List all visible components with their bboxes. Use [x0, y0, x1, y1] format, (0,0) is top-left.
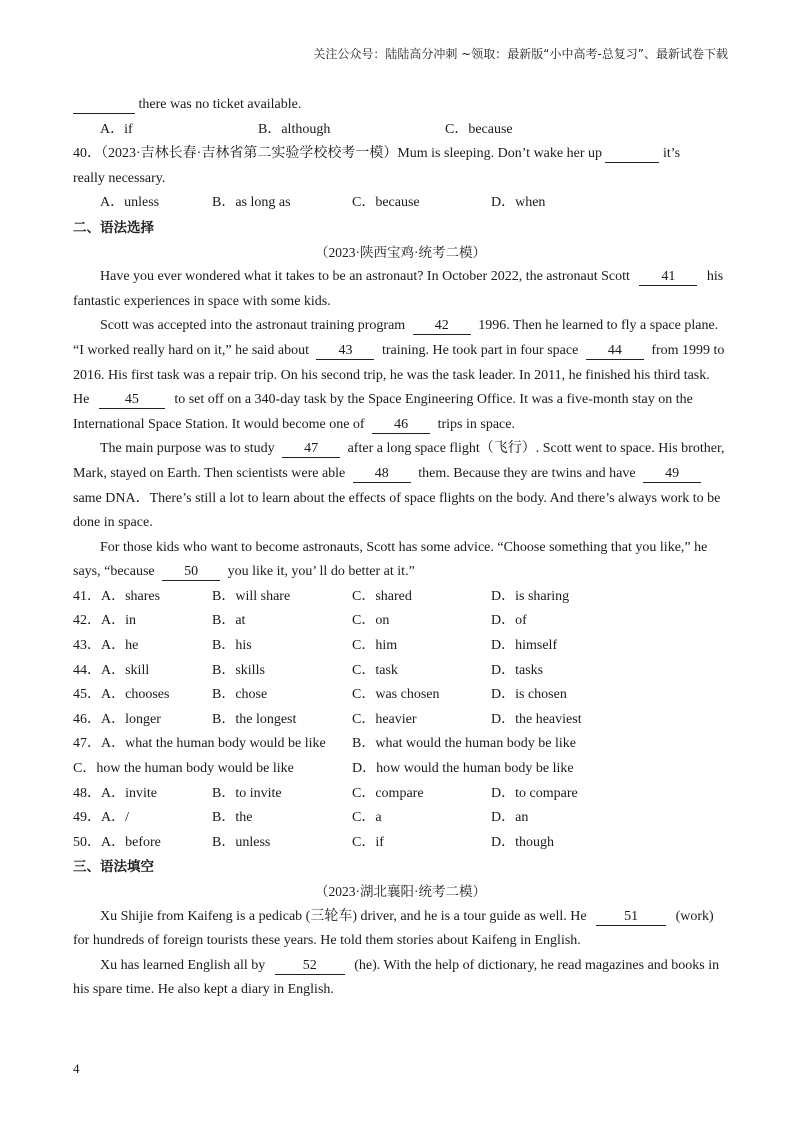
blank-49: 49	[643, 466, 701, 483]
q40-line1	[73, 142, 728, 167]
passage-line: for hundreds of foreign tourists these years. He told them stories about Kaifeng in English.	[73, 933, 581, 949]
qnum: 41．	[73, 588, 101, 604]
option-c: C．him	[352, 638, 398, 654]
qnum: 45．	[73, 687, 101, 703]
text: (work)	[675, 908, 714, 924]
blank-47: 47	[282, 441, 340, 458]
section-source: （2023·陕西宝鸡·统考二模）	[315, 244, 486, 260]
option-d: D．the heaviest	[491, 711, 582, 727]
text: A．skill	[101, 662, 150, 678]
text: Mark, stayed on Earth. Then scientists were able	[73, 465, 346, 481]
option-a	[73, 683, 169, 708]
option-d: D．is chosen	[491, 687, 567, 703]
text: A．in	[101, 613, 136, 629]
question-row	[73, 659, 728, 684]
text: The main purpose was to study	[100, 441, 275, 457]
option-b: B．what would the human body be like	[352, 736, 576, 752]
option-d: D．when	[491, 195, 546, 211]
blank-42: 42	[413, 318, 471, 335]
text: He	[73, 392, 90, 408]
page-number: 4	[73, 1061, 80, 1076]
q40-line2: really necessary.	[73, 170, 166, 186]
text: International Space Station. It would become one of	[73, 416, 365, 432]
option-c: C．because	[445, 121, 513, 137]
option-c: C．a	[352, 810, 382, 826]
passage-line	[73, 954, 728, 979]
option-b: B．although	[258, 121, 331, 137]
blank-52: 52	[275, 958, 345, 975]
q39-line	[73, 93, 728, 118]
passage-line: 2016. His first task was a repair trip. On his second trip, he was the task leader. In 2011, he finished his third task.	[73, 367, 710, 383]
blank-50: 50	[162, 564, 220, 581]
q40-stem-tail: it’s	[662, 146, 681, 162]
option-b: B．the	[212, 810, 253, 826]
section-source: （2023·湖北襄阳·统考二模）	[315, 884, 486, 899]
qnum: 48．	[73, 785, 101, 801]
option-a	[73, 659, 149, 684]
question-row	[73, 757, 728, 782]
option-c: C．was chosen	[352, 687, 440, 703]
blank-45: 45	[99, 392, 165, 409]
blank-48: 48	[353, 466, 411, 483]
passage-line	[73, 462, 728, 487]
blank-41: 41	[639, 269, 697, 286]
question-row	[73, 782, 728, 807]
exam-page	[73, 93, 728, 1003]
passage-line	[73, 905, 728, 930]
option-d: D．to compare	[491, 785, 578, 801]
text: A．shares	[101, 588, 161, 604]
option-d: D．himself	[491, 638, 558, 654]
text: “I worked really hard on it,” he said about	[73, 342, 309, 358]
question-row	[73, 806, 728, 831]
text: Have you ever wondered what it takes to be an astronaut? In October 2022, the astronaut Scott	[100, 269, 630, 285]
q40-stem: 40．（2023·吉林长春·吉林省第二实验学校校考一模）Mum is sleeping. Don’t wake her up	[73, 146, 602, 162]
option-d: D．of	[491, 613, 527, 629]
option-d: D．though	[491, 834, 554, 850]
option-b: B．as long as	[212, 195, 291, 211]
section-title: 三、语法填空	[73, 859, 154, 876]
text: training. He took part in four space	[381, 342, 579, 358]
option-c: C．if	[352, 834, 384, 850]
question-row	[73, 585, 728, 610]
text: after a long space flight（飞行）. Scott went to space. His brother,	[347, 441, 725, 457]
option-b: B．to invite	[212, 785, 282, 801]
question-row	[73, 609, 728, 634]
q39-options	[73, 118, 728, 143]
option-c: C．compare	[352, 785, 424, 801]
question-row	[73, 831, 728, 856]
option-c: C．task	[352, 662, 398, 678]
q40-options	[73, 191, 728, 216]
text: trips in space.	[437, 416, 515, 432]
option-a	[73, 708, 161, 733]
text: says, “because	[73, 564, 155, 580]
option-b: B．chose	[212, 687, 268, 703]
passage-line: For those kids who want to become astronauts, Scott has some advice. “Choose something that you like,” he	[100, 539, 708, 555]
qnum: 46．	[73, 711, 101, 727]
blank-51: 51	[596, 909, 666, 926]
text: Scott was accepted into the astronaut training program	[100, 318, 406, 334]
question-row	[73, 683, 728, 708]
option-d: D．is sharing	[491, 588, 570, 604]
option-d: D．tasks	[491, 662, 544, 678]
text: A．chooses	[101, 687, 170, 703]
passage-line	[73, 265, 728, 290]
option-b: B．his	[212, 638, 252, 654]
qnum: 50．	[73, 834, 101, 850]
text: (he). With the help of dictionary, he read magazines and books in	[354, 957, 720, 973]
passage-line	[73, 560, 728, 585]
option-c: C．on	[352, 613, 390, 629]
blank-43: 43	[316, 343, 374, 360]
question-row	[73, 634, 728, 659]
blank-46: 46	[372, 417, 430, 434]
option-d: D．an	[491, 810, 529, 826]
question-row	[73, 708, 728, 733]
text: Xu has learned English all by	[100, 957, 266, 973]
qnum: 42．	[73, 613, 101, 629]
qnum: 43．	[73, 638, 101, 654]
passage-line	[73, 339, 728, 364]
option-c: C．shared	[352, 588, 412, 604]
text: you like it, you’ ll do better at it.”	[227, 564, 415, 580]
text: 1996. Then he learned to fly a space plane.	[478, 318, 719, 334]
text: Xu Shijie from Kaifeng is a pedicab (三轮车) driver, and he is a tour guide as well. He	[100, 908, 587, 924]
text: A．/	[101, 810, 129, 826]
passage-line	[73, 413, 728, 438]
passage-line	[73, 388, 728, 413]
option-a	[73, 782, 157, 807]
option-a: A．unless	[100, 195, 160, 211]
passage-line: fantastic experiences in space with some kids.	[73, 293, 331, 309]
qnum: 44．	[73, 662, 101, 678]
text: from 1999 to	[651, 342, 725, 358]
passage-line	[73, 437, 728, 462]
qnum: 49．	[73, 810, 101, 826]
option-a	[73, 806, 129, 831]
passage-line	[73, 314, 728, 339]
option-a	[73, 634, 138, 659]
option-a	[73, 585, 160, 610]
option-c: C．heavier	[352, 711, 417, 727]
passage-line: same DNA．There’s still a lot to learn about the effects of space flights on the body. And there’s always work to be	[73, 490, 721, 506]
answer-blank	[605, 146, 659, 163]
option-a	[73, 831, 161, 856]
text: A．he	[101, 638, 139, 654]
blank-44: 44	[586, 343, 644, 360]
question-row	[73, 732, 728, 757]
option-c: C．because	[352, 195, 420, 211]
passage-line: done in space.	[73, 515, 153, 531]
answer-blank	[73, 97, 135, 114]
option-b: B．the longest	[212, 711, 297, 727]
page-header: 关注公众号：陆陆高分冲刺 ~领取：最新版“小中高考-总复习”、最新试卷下载	[313, 47, 728, 61]
option-a: A．if	[100, 121, 133, 137]
question-list	[73, 585, 728, 856]
text: to set off on a 340-day task by the Space Engineering Office. It was a five-month stay on the	[174, 392, 693, 408]
text: A．longer	[101, 711, 161, 727]
text: his	[706, 269, 724, 285]
option-b: B．unless	[212, 834, 271, 850]
text: them. Because they are twins and have	[418, 465, 636, 481]
option-b: B．will share	[212, 588, 291, 604]
option-c: C．how the human body would be like	[73, 761, 294, 777]
option-b: B．at	[212, 613, 246, 629]
text: A．before	[101, 834, 161, 850]
q39-text: there was no ticket available.	[138, 97, 302, 112]
option-d: D．how would the human body be like	[352, 761, 574, 777]
option-a: 47．A．what the human body would be like	[73, 736, 326, 752]
text: A．invite	[101, 785, 157, 801]
passage-line: his spare time. He also kept a diary in English.	[73, 982, 334, 998]
option-b: B．skills	[212, 662, 265, 678]
option-a	[73, 609, 136, 634]
section-title: 二、语法选择	[73, 219, 154, 236]
